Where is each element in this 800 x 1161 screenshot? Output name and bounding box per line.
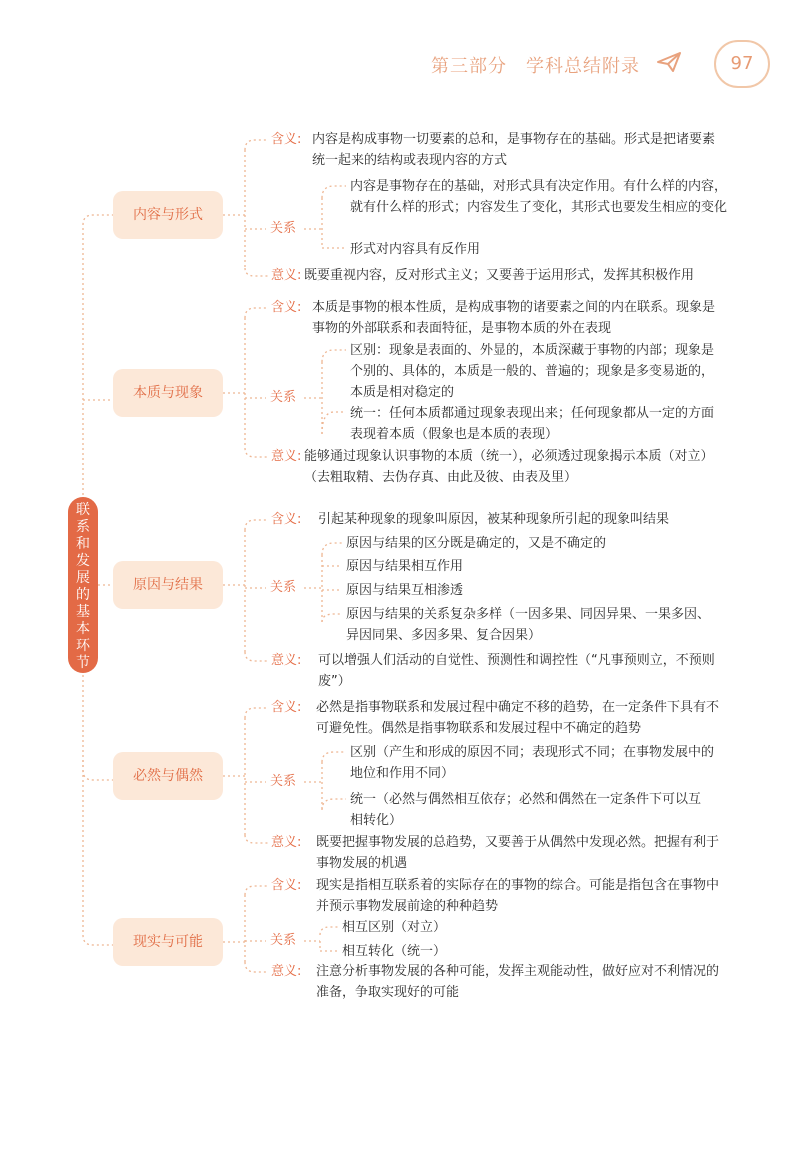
meaning-label: 含义: <box>271 878 302 893</box>
topic-reality-possibility: 现实与可能 <box>113 918 223 966</box>
relation-item: 统一：任何本质都通过现象表现出来；任何现象都从一定的方面表现着本质（假象也是本质的表现） <box>350 406 715 442</box>
significance-text: 能够通过现象认识事物的本质（统一），必须透过现象揭示本质（对立）（去粗取精、去伪存真、由此及彼、由表及里） <box>304 449 714 485</box>
significance-label: 意义: <box>271 835 302 850</box>
relation-label: 关系 <box>270 580 297 595</box>
relation-item: 相互区别（对立） <box>342 920 447 935</box>
meaning-label: 含义: <box>271 512 302 527</box>
relation-label: 关系 <box>270 221 297 236</box>
relation-item: 原因与结果相互作用 <box>346 559 464 574</box>
significance-label: 意义: <box>271 268 302 283</box>
significance-label: 意义: <box>271 964 302 979</box>
meaning-label: 含义: <box>271 700 302 715</box>
relation-item: 原因与结果的区分既是确定的，又是不确定的 <box>346 536 607 551</box>
relation-item: 统一（必然与偶然相互依存；必然和偶然在一定条件下可以互相转化） <box>350 792 702 828</box>
relation-item: 区别（产生和形成的原因不同；表现形式不同；在事物发展中的地位和作用不同） <box>350 745 715 781</box>
relation-item: 内容是事物存在的基础，对形式具有决定作用。有什么样的内容，就有什么样的形式；内容发生了变化，其形式也要发生相应的变化 <box>350 179 728 215</box>
meaning-text: 引起某种现象的现象叫原因，被某种现象所引起的现象叫结果 <box>318 512 670 527</box>
relation-item: 原因与结果互相渗透 <box>346 583 464 598</box>
meaning-content: 内容是构成事物一切要素的总和，是事物存在的基础。形式是把诸要素统一起来的结构或表现内容的方式 <box>312 132 716 168</box>
topic-essence-phenomenon: 本质与现象 <box>113 369 223 417</box>
topic-cause-effect: 原因与结果 <box>113 561 223 609</box>
meaning-label: 含义: <box>271 132 302 147</box>
meaning-text <box>312 129 727 171</box>
topic-content-form: 内容与形式 <box>113 191 223 239</box>
meaning-text: 必然是指事物联系和发展过程中确定不移的趋势，在一定条件下具有不可避免性。偶然是指事物联系和发展过程中不确定的趋势 <box>316 700 720 736</box>
relation-item: 形式对内容具有反作用 <box>350 242 481 257</box>
significance-text: 注意分析事物发展的各种可能，发挥主观能动性，做好应对不利情况的准备，争取实现好的可能 <box>316 964 720 1000</box>
root-topic <box>68 497 98 673</box>
relation-item: 原因与结果的关系复杂多样（一因多果、同因异果、一果多因、异因同果、多因多果、复合因果） <box>346 607 711 643</box>
meaning-text: 现实是指相互联系着的实际存在的事物的综合。可能是指包含在事物中并预示事物发展前途的种种趋势 <box>316 878 720 914</box>
significance-label: 意义: <box>271 449 302 464</box>
topic-necessity-contingency: 必然与偶然 <box>113 752 223 800</box>
significance-text: 既要重视内容，反对形式主义；又要善于运用形式，发挥其积极作用 <box>304 268 695 283</box>
section-title: 第三部分 学科总结附录 <box>431 56 640 77</box>
significance-text: 既要把握事物发展的总趋势，又要善于从偶然中发现必然。把握有利于事物发展的机遇 <box>316 835 720 871</box>
significance-label: 意义: <box>271 653 302 668</box>
meaning-label: 含义: <box>271 300 302 315</box>
relation-label: 关系 <box>270 774 297 789</box>
relation-item: 相互转化（统一） <box>342 944 447 959</box>
relation-item: 区别：现象是表面的、外显的，本质深藏于事物的内部；现象是个别的、具体的，本质是一般的、普遍的；现象是多变易逝的，本质是相对稳定的 <box>350 343 715 400</box>
relation-label: 关系 <box>270 390 297 405</box>
root-title: 联系和发展的基本环节 <box>76 502 90 671</box>
relation-label: 关系 <box>270 933 297 948</box>
meaning-text: 本质是事物的根本性质，是构成事物的诸要素之间的内在联系。现象是事物的外部联系和表面特征，是事物本质的外在表现 <box>312 300 716 336</box>
significance-text: 可以增强人们活动的自觉性、预测性和调控性（“凡事预则立，不预则废”） <box>318 653 715 689</box>
page-number: 97 <box>714 40 770 88</box>
